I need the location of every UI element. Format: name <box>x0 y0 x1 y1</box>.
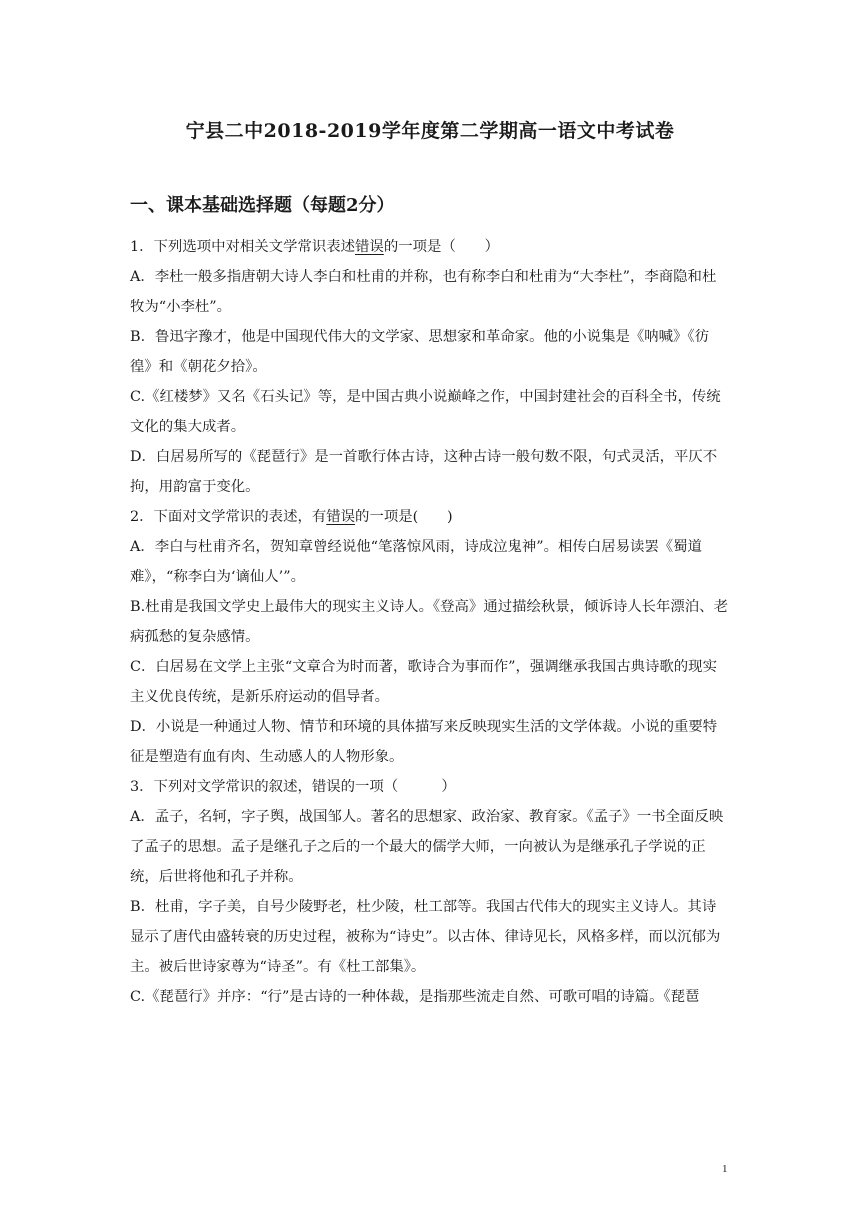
section-heading: 一、课本基础选择题（每题2分） <box>130 195 395 216</box>
answer-option: A．孟子，名轲，字子舆，战国邹人。著名的思想家、政治家、教育家。《孟子》一书全面反映了孟子的思想。孟子是继孔子之后的一个最大的儒学大师，一向被认为是继承孔子学说的正统，后世将他和孔子并称。 <box>130 809 724 885</box>
answer-option: B．鲁迅字豫才，他是中国现代伟大的文学家、思想家和革命家。他的小说集是《呐喊》《彷徨》和《朝花夕拾》。 <box>130 329 710 375</box>
exam-title: 宁县二中2018-2019学年度第二学期高一语文中考试卷 <box>185 120 675 142</box>
stem-emphasis: 错误 <box>326 509 356 525</box>
stem-emphasis: 错误 <box>355 239 384 255</box>
question-stem <box>130 232 730 262</box>
answer-option: B.杜甫是我国文学史上最伟大的现实主义诗人。《登高》通过描绘秋景，倾诉诗人长年漂泊、老病孤愁的复杂感情。 <box>130 599 728 645</box>
stem-text-end: 的一项是( ) <box>355 509 453 525</box>
stem-text: 1．下列选项中对相关文学常识表述 <box>130 239 356 255</box>
question-stem <box>130 502 730 532</box>
stem-text-end: 的一项是（ ） <box>383 239 499 255</box>
question-list <box>130 232 730 1012</box>
answer-option: C.《琵琶行》并序：“行”是古诗的一种体裁，是指那些流走自然、可歌可唱的诗篇。《琵琶 <box>130 989 700 1005</box>
answer-option: C．白居易在文学上主张“文章合为时而著，歌诗合为事而作”，强调继承我国古典诗歌的现实主义优良传统，是新乐府运动的倡导者。 <box>130 659 717 705</box>
answer-option: C.《红楼梦》又名《石头记》等，是中国古典小说巅峰之作，中国封建社会的百科全书，传统文化的集大成者。 <box>130 389 721 435</box>
stem-text: 2．下面对文学常识的表述，有 <box>130 509 327 525</box>
answer-option: D．白居易所写的《琵琶行》是一首歌行体古诗，这种古诗一般句数不限，句式灵活，平仄不拘，用韵富于变化。 <box>130 449 718 495</box>
page-number: 1 <box>722 1163 728 1175</box>
answer-option: D．小说是一种通过人物、情节和环境的具体描写来反映现实生活的文学体裁。小说的重要特征是塑造有血有肉、生动感人的人物形象。 <box>130 719 718 765</box>
stem-text: 3．下列对文学常识的叙述，错误的一项（ ） <box>130 779 456 795</box>
question-stem <box>130 772 730 802</box>
answer-option: B．杜甫，字子美，自号少陵野老，杜少陵，杜工部等。我国古代伟大的现实主义诗人。其诗显示了唐代由盛转衰的历史过程，被称为“诗史”。以古体、律诗见长，风格多样，而以沉郁为主。被后世诗家尊为“诗圣”。有《杜工部集》。 <box>130 899 721 975</box>
answer-option: A．李杜一般多指唐朝大诗人李白和杜甫的并称，也有称李白和杜甫为“大李杜”，李商隐和杜牧为“小李杜”。 <box>130 269 717 315</box>
answer-option: A．李白与杜甫齐名，贺知章曾经说他“笔落惊风雨，诗成泣鬼神”。相传白居易读罢《蜀道难》，“称李白为‘谪仙人’”。 <box>130 539 702 585</box>
